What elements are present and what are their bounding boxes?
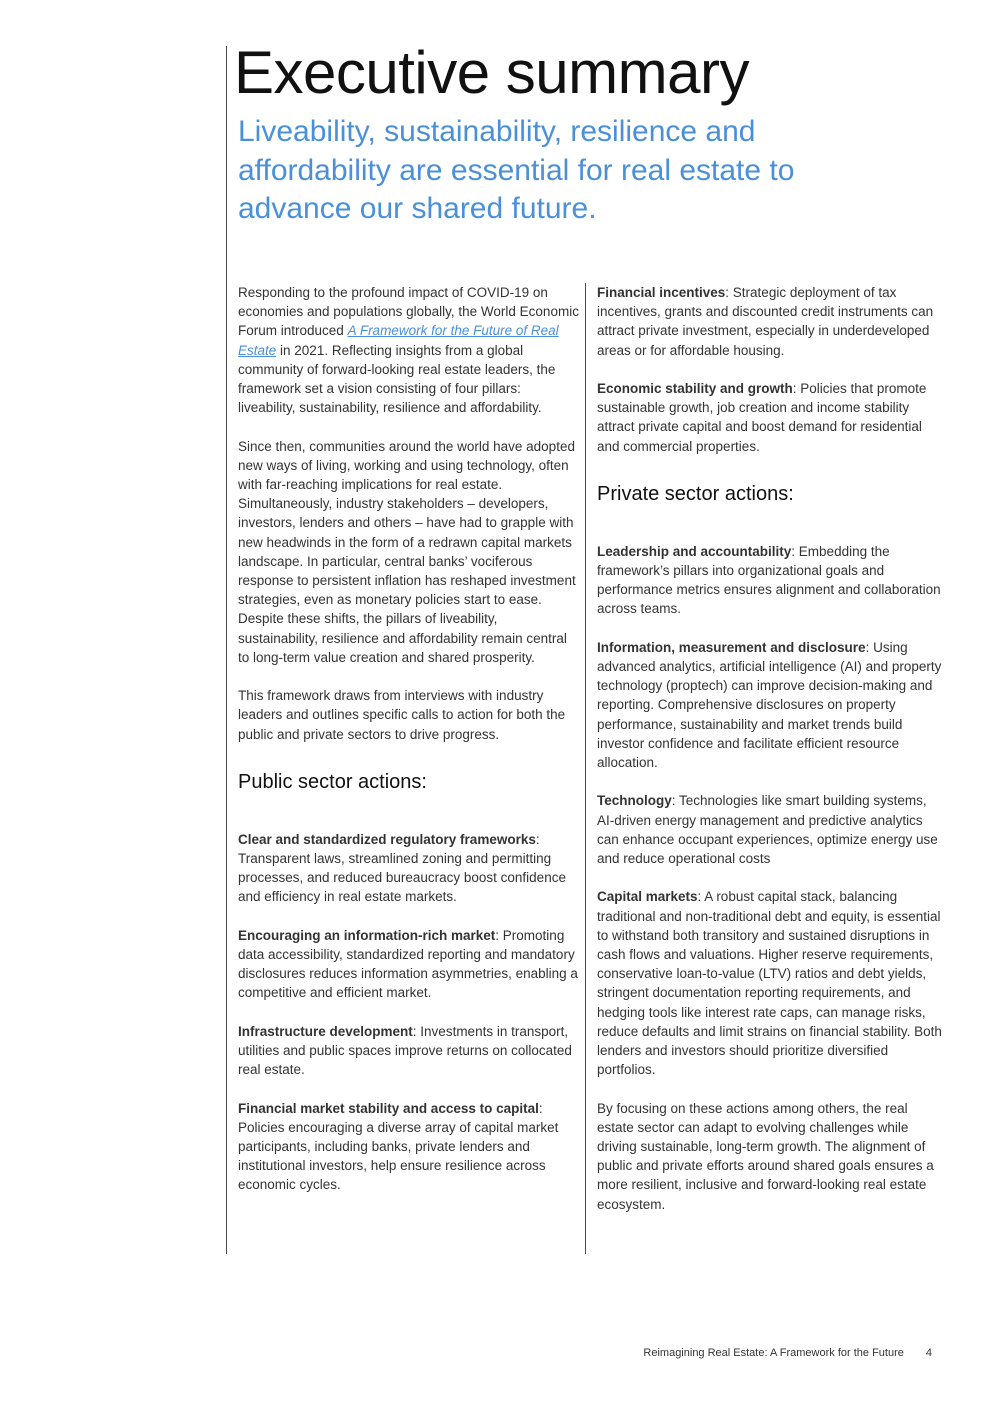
closing-paragraph: By focusing on these actions among others, the real estate sector can adapt to evolving challenges while driving sustainable, long-term growth. The alignment of public and private efforts around shared goals ensures a more resilient, inclusive and forward-looking real estate ecosystem. (597, 1100, 934, 1212)
public-action-item: Financial incentives: Strategic deployment of tax incentives, grants and discounted credit instruments can attract private investment, especially in underdeveloped areas or for affordable housing. (597, 285, 934, 358)
column-divider (585, 283, 586, 1254)
public-action-item: Clear and standardized regulatory frameworks: Transparent laws, streamlined zoning and permitting processes, and reduced bureaucracy boost confidence and efficiency in real estate markets. (238, 831, 566, 905)
page-number: 4 (925, 1347, 932, 1359)
context-paragraph: Since then, communities around the world have adopted new ways of living, working and using technology, often with far-reaching implications for real estate. Simultaneously, industry stakeholders – developers, investors, lenders and others – have had to grapple with new headwinds in the form of a redrawn capital markets landscape. In particular, central banks’ vociferous response to persistent inflation has reshaped investment strategies, even as monetary policies start to ease. Despite these shifts, the pillars of liveability, sustainability, resilience and affordability remain central to long-term value creation and shared prosperity. (238, 438, 576, 665)
public-action-item: Encouraging an information-rich market: Promoting data accessibility, standardized reporting and mandatory disclosures reduces information asymmetries, enabling a competitive and efficient market. (238, 927, 578, 1001)
public-action-item: Infrastructure development: Investments in transport, utilities and public spaces improve returns on collocated real estate. (238, 1023, 572, 1078)
footer-report-title: Reimagining Real Estate: (643, 1347, 768, 1359)
public-action-item: Financial market stability and access to capital: Policies encouraging a diverse array of capital market participants, including banks, private lenders and institutional investors, help ensure resilience across economic cycles. (238, 1100, 559, 1193)
public-sector-heading: Public sector actions: (238, 770, 427, 793)
page-subtitle: Liveability, sustainability, resilience and affordability are essential for real estate to advance our shared future. (238, 115, 795, 225)
footer-report-subtitle: A Framework for the Future (767, 1347, 904, 1359)
public-action-item: Economic stability and growth: Policies that promote sustainable growth, job creation and income stability attract private capital and boost demand for residential and commercial properties. (597, 381, 927, 454)
page-footer (643, 1347, 932, 1359)
private-action-item: Technology: Technologies like smart building systems, AI-driven energy management and predictive analytics can enhance occupant experiences, optimize energy use and reduce operational costs (597, 793, 938, 867)
private-sector-heading: Private sector actions: (597, 482, 794, 505)
page-title: Executive summary (234, 39, 749, 106)
framework-link[interactable]: A Framework for the Future of Real Estate (238, 323, 559, 358)
private-action-item: Leadership and accountability: Embedding the framework’s pillars into organizational goals and performance metrics ensures alignment and collaboration across teams. (597, 543, 941, 617)
private-action-item: Information, measurement and disclosure: Using advanced analytics, artificial intelligence (AI) and property technology (proptech) can improve decision-making and reporting. Comprehensive disclosures on property performance, sustainability and market trends build investor confidence and facilitate efficient resource allocation. (597, 639, 942, 771)
right-column (597, 283, 942, 1233)
left-column (238, 283, 580, 1214)
intro-paragraph: Responding to the profound impact of COVID-19 on economies and populations globally, the World Economic Forum introduced A Framework for the Future of Real Estate in 2021. Reflecting insights from a global community of forward-looking real estate leaders, the framework set a vision consisting of four pillars: liveability, sustainability, resilience and affordability. (238, 285, 579, 416)
approach-paragraph: This framework draws from interviews with industry leaders and outlines specific calls to action for both the public and private sectors to drive progress. (238, 688, 566, 742)
left-vertical-rule (226, 46, 227, 1254)
private-action-item: Capital markets: A robust capital stack, balancing traditional and non-traditional debt and equity, is essential to withstand both transitory and sustained disruptions in cash flows and valuations. Higher reserve requirements, conservative loan-to-value (LTV) ratios and debt yields, stringent documentation reporting requirements, and hedging tools like interest rate caps, can manage risks, reduce defaults and limit strains on financial stability. Both lenders and investors should prioritize diversified portfolios. (597, 889, 942, 1078)
